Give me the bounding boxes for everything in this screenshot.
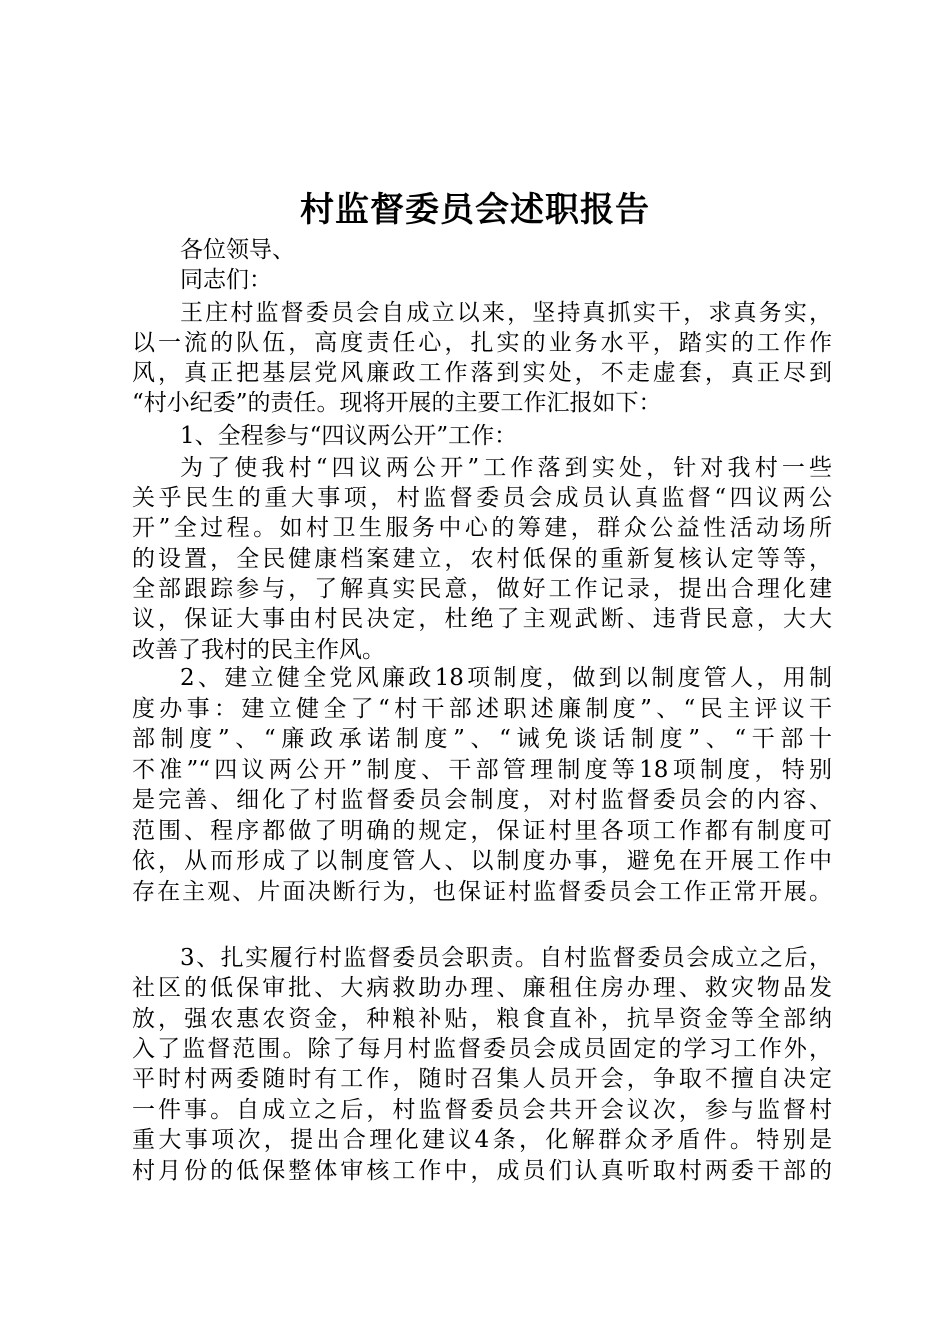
paragraph-line: 议，保证大事由村民决定，杜绝了主观武断、违背民意，大大 xyxy=(132,606,832,632)
paragraph-line: 依，从而形成了以制度管人、以制度办事，避免在开展工作中 xyxy=(132,848,832,874)
paragraph-line: 不准”“四议两公开”制度、干部管理制度等18项制度，特别 xyxy=(132,757,832,783)
paragraph-line: 2、建立健全党风廉政18项制度，做到以制度管人，用制 xyxy=(180,665,832,691)
paragraph-line: 3、扎实履行村监督委员会职责。自村监督委员会成立之后， xyxy=(180,945,832,971)
paragraph-line: 部制度”、“廉政承诺制度”、“诫免谈话制度”、“干部十 xyxy=(132,726,832,752)
section-heading: 1、全程参与“四议两公开”工作： xyxy=(180,423,518,449)
paragraph-line: 为了使我村“四议两公开”工作落到实处，针对我村一些 xyxy=(180,455,832,481)
paragraph-line: 一件事。自成立之后，村监督委员会共开会议次，参与监督村 xyxy=(132,1097,832,1123)
paragraph-line: 村月份的低保整体审核工作中，成员们认真听取村两委干部的 xyxy=(132,1158,832,1184)
paragraph-line: 范围、程序都做了明确的规定，保证村里各项工作都有制度可 xyxy=(132,818,832,844)
paragraph-line: 开”全过程。如村卫生服务中心的筹建，群众公益性活动场所 xyxy=(132,515,832,541)
paragraph-line: 全部跟踪参与，了解真实民意，做好工作记录，提出合理化建 xyxy=(132,576,832,602)
paragraph-line: 以一流的队伍，高度责任心，扎实的业务水平，踏实的工作作 xyxy=(132,330,832,356)
paragraph-line: 风，真正把基层党风廉政工作落到实处，不走虚套，真正尽到 xyxy=(132,360,832,386)
paragraph-line: 入了监督范围。除了每月村监督委员会成员固定的学习工作外， xyxy=(132,1036,832,1062)
greeting-line: 同志们： xyxy=(180,267,272,293)
paragraph-line: 平时村两委随时有工作，随时召集人员开会，争取不擅自决定 xyxy=(132,1066,832,1092)
paragraph-line: 存在主观、片面决断行为，也保证村监督委员会工作正常开展。 xyxy=(132,879,832,905)
paragraph-line: 度办事：建立健全了“村干部述职述廉制度”、“民主评议干 xyxy=(132,696,832,722)
document-title: 村监督委员会述职报告 xyxy=(300,190,650,230)
paragraph-line: 重大事项次，提出合理化建议4条，化解群众矛盾件。特别是 xyxy=(132,1127,832,1153)
paragraph-line: 改善了我村的民主作风。 xyxy=(132,637,385,663)
paragraph-line: 放，强农惠农资金，种粮补贴，粮食直补，抗旱资金等全部纳 xyxy=(132,1006,832,1032)
paragraph-line: 是完善、细化了村监督委员会制度，对村监督委员会的内容、 xyxy=(132,787,832,813)
paragraph-line: 王庄村监督委员会自成立以来，坚持真抓实干，求真务实， xyxy=(180,300,832,326)
paragraph-line: 关乎民生的重大事项，村监督委员会成员认真监督“四议两公 xyxy=(132,485,832,511)
greeting-line: 各位领导、 xyxy=(180,237,295,263)
paragraph-line: “村小纪委”的责任。现将开展的主要工作汇报如下： xyxy=(132,390,662,416)
paragraph-line: 社区的低保审批、大病救助办理、廉租住房办理、救灾物品发 xyxy=(132,975,832,1001)
paragraph-line: 的设置，全民健康档案建立，农村低保的重新复核认定等等， xyxy=(132,546,832,572)
